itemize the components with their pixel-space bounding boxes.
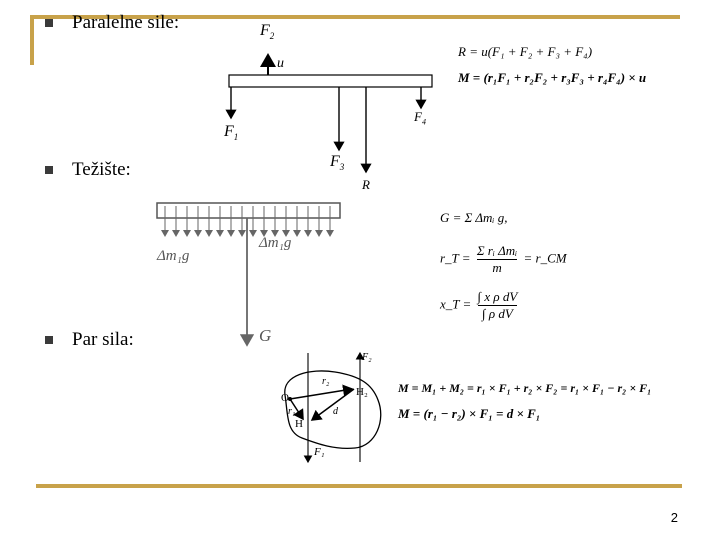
eq-couple-moment: M = M₁ + M₂ = r₁ × F₁ + r₂ × F₂ = r₁ × F₁ − r₂ × F₁ <box>398 381 652 395</box>
label-r2: r₂ <box>322 376 330 387</box>
label-f2-couple: F₂ <box>362 352 372 363</box>
label-f1: $F_1$ <box>224 123 239 143</box>
label-h2: H₂ <box>356 386 368 398</box>
eq-weight: G = Σ Δmᵢ g, <box>440 210 508 225</box>
page-number: 2 <box>670 510 678 525</box>
label-f3: $F_3$ <box>330 153 345 173</box>
body-strip <box>157 203 340 218</box>
eq-centroid-vector: r_T = Σ rᵢ Δmᵢ m = r_CM <box>440 243 567 275</box>
label-r: R <box>362 177 370 192</box>
bullet-label-parallel: Paralelne sile: <box>72 12 180 33</box>
label-f2: $F_2$ <box>260 22 275 42</box>
bullet-label-couple: Par sila: <box>72 329 134 350</box>
label-u: u <box>277 56 284 71</box>
label-g: G <box>259 326 272 345</box>
label-dm-right: Δm₁g <box>259 235 292 251</box>
eq-centroid-x: x_T = $\frac{\text{∫ x ρ dV}}{\text{∫ ρ dV}}$ <box>440 289 518 321</box>
bullet-label-centroid: Težište: <box>72 159 131 180</box>
eq-moment: M = (r₁F₁ + r₂F₂ + r₃F₃ + r₄F₄) × u <box>458 70 647 85</box>
eq-couple-result: M = (r₁ − r₂) × F₁ = d × F₁ <box>398 406 541 421</box>
label-o: O <box>281 392 289 404</box>
label-r1: r₁ <box>288 406 296 417</box>
beam <box>229 75 432 87</box>
centroid-diagram <box>157 203 340 345</box>
label-h1: H <box>295 418 303 430</box>
label-f1-couple: F₁ <box>314 446 325 458</box>
eq-resultant: R = u(F₁ + F₂ + F₃ + F₄) <box>458 44 593 59</box>
label-dm-left: Δm₁g <box>157 248 190 264</box>
label-f4: $F_4$ <box>414 109 426 127</box>
label-d: d <box>333 406 338 417</box>
